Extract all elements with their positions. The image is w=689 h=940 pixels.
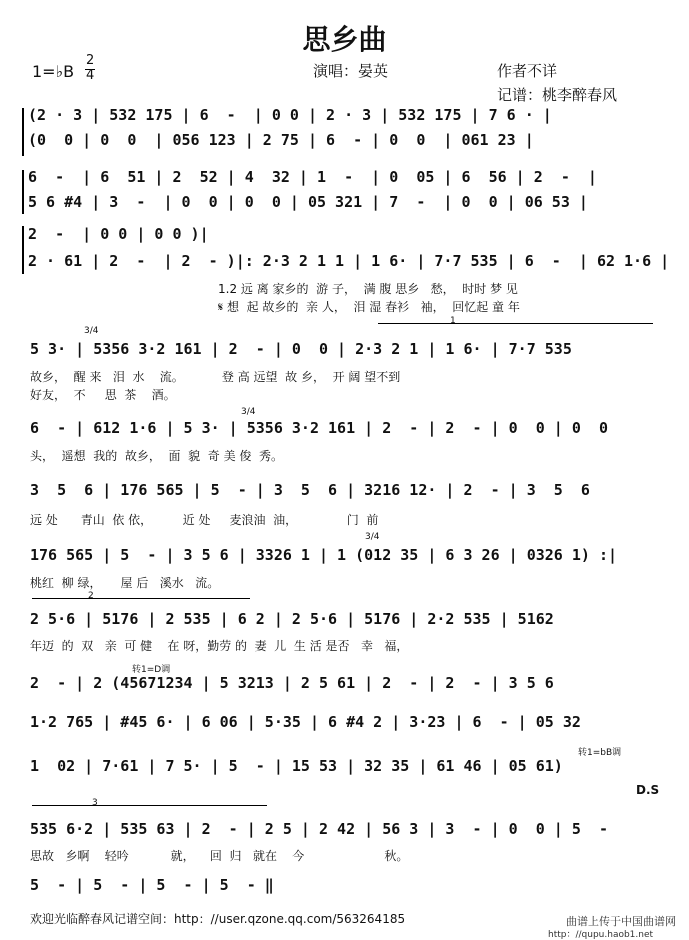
system-bracket-3: [22, 226, 24, 274]
line5-lyrics: 头， 遥想 我的 故乡， 面 貌 奇 美 俊 秀。: [30, 449, 284, 463]
volta-bracket-3: [32, 805, 267, 806]
volta-bracket-2: [32, 598, 250, 599]
watermark-line-1: 曲谱上传于中国曲谱网: [566, 915, 676, 928]
volta-number-2: 2: [88, 591, 94, 601]
staff1-lower-notes: (0 0 | 0 0 | 056 123 | 2 75 | 6 - | 0 0 | 061 23 |: [28, 131, 534, 149]
line13-notes: 5 - | 5 - | 5 - | 5 - ‖: [30, 876, 274, 894]
meter-change-mark: 3/4: [84, 326, 99, 336]
line8-lyrics: 年迈 的 双 亲 可 健 在 呀，勤劳 的 妻 儿 生 活 是否 幸 福，: [30, 639, 409, 653]
footer-credit: 欢迎光临醉春风记谱空间：http：//user.qzone.qq.com/563264185: [30, 912, 406, 926]
volta-bracket-1: [378, 323, 653, 324]
staff3-upper-notes: 2 - | 0 0 | 0 0 )|: [28, 225, 209, 243]
line9-notes: 2 - | 2 (45671234 | 5 3213 | 2 5 61 | 2 - | 2 - | 3 5 6: [30, 674, 554, 692]
line5-notes: 6 - | 612 1·6 | 5 3· | 5356 3·2 161 | 2 - | 2 - | 0 0 | 0 0: [30, 419, 608, 437]
time-signature-bottom: 4: [86, 68, 95, 83]
staff1-upper-notes: (2 · 3 | 532 175 | 6 - | 0 0 | 2 · 3 | 532 175 | 7 6 · |: [28, 106, 552, 124]
line7-notes: 176 565 | 5 - | 3 5 6 | 3326 1 | 1 (012 35 | 6 3 26 | 0326 1) :|: [30, 546, 617, 564]
volta-number-3: 3: [92, 798, 98, 808]
singer-credit: 演唱：晏英: [313, 62, 389, 80]
line4-notes: 5 3· | 5356 3·2 161 | 2 - | 0 0 | 2·3 2 1 | 1 6· | 7·7 535: [30, 340, 572, 358]
line4-lyrics-1: 故乡， 醒 来 泪 水 流。 登 高 远望 故 乡， 开 阔 望不到: [30, 370, 401, 384]
staff2-upper-notes: 6 - | 6 51 | 2 52 | 4 32 | 1 - | 0 05 | 6 56 | 2 - |: [28, 168, 597, 186]
song-title: 思乡曲: [302, 23, 387, 56]
staff3-lower-notes: 2 · 61 | 2 - | 2 - )|: 2·3 2 1 1 | 1 6· | 7·7 535 | 6 - | 62 1·6 |: [28, 252, 670, 270]
line12-lyrics: 思故 乡啊 轻吟 就， 回 归 就在 今 秋。: [30, 849, 409, 863]
volta-number-1: 1: [450, 316, 456, 326]
author-credit: 作者不详: [497, 62, 558, 80]
transcriber-credit: 记谱：桃李醉春风: [497, 86, 618, 104]
modulation-mark: 转1=D调: [132, 665, 171, 675]
line4-lyrics-2: 好友， 不 思 茶 酒。: [30, 388, 176, 402]
modulation-mark: 转1=bB调: [578, 748, 622, 758]
system-bracket-1: [22, 108, 24, 156]
line6-lyrics: 远 处 青山 依 依， 近 处 麦浪油 油， 门 前: [30, 513, 379, 527]
verse-lyrics-1: 1.2 远 离 家乡的 游 子， 满 腹 思乡 愁， 时时 梦 见: [218, 282, 518, 296]
line10-notes: 1·2 765 | #45 6· | 6 06 | 5·35 | 6 #4 2 | 3·23 | 6 - | 05 32: [30, 713, 581, 731]
key-signature: 1=♭B: [32, 62, 75, 81]
watermark-line-2: http：//qupu.haob1.net: [548, 930, 654, 940]
line7-lyrics: 桃红 柳 绿， 屋 后 溪水 流。: [30, 576, 220, 590]
verse-lyrics-2: 𝄋 想 起 故乡的 亲 人， 泪 湿 春衫 袖， 回忆起 童 年: [218, 300, 520, 314]
meter-change-mark: 3/4: [365, 532, 380, 542]
line6-notes: 3 5 6 | 176 565 | 5 - | 3 5 6 | 3216 12· | 2 - | 3 5 6: [30, 481, 590, 499]
line8-notes: 2 5·6 | 5176 | 2 535 | 6 2 | 2 5·6 | 5176 | 2·2 535 | 5162: [30, 610, 554, 628]
system-bracket-2: [22, 170, 24, 214]
meter-change-mark: 3/4: [241, 407, 256, 417]
line12-notes: 535 6·2 | 535 63 | 2 - | 2 5 | 2 42 | 56 3 | 3 - | 0 0 | 5 -: [30, 820, 608, 838]
dal-segno-mark: D.S: [636, 783, 660, 797]
line11-notes: 1 02 | 7·61 | 7 5· | 5 - | 15 53 | 32 35 | 61 46 | 05 61): [30, 757, 563, 775]
staff2-lower-notes: 5 6 #4 | 3 - | 0 0 | 0 0 | 05 321 | 7 - | 0 0 | 06 53 |: [28, 193, 588, 211]
time-signature-top: 2: [86, 53, 95, 68]
